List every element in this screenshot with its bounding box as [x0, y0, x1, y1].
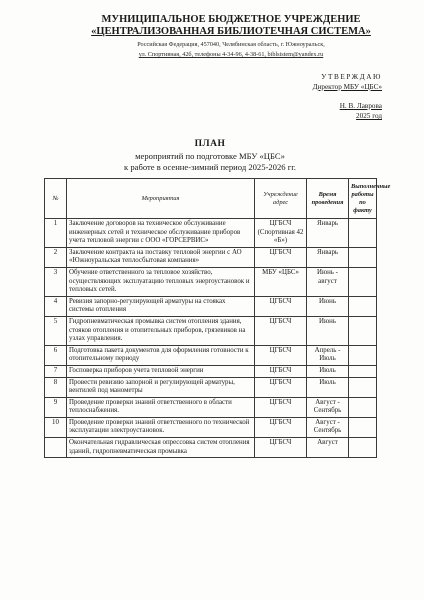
row-institution: ЦГБСЧ — [255, 397, 307, 417]
row-period: Июнь - август — [307, 267, 349, 296]
column-header-period: Время проведения — [307, 179, 349, 219]
row-institution: ЦГБСЧ — [255, 296, 307, 316]
row-period: Июнь — [307, 316, 349, 345]
row-activity: Подготовка пакета документов для оформления готовности к отопительному периоду — [67, 345, 255, 365]
table-row — [45, 438, 377, 458]
row-activity: Ревизия запорно-регулирующей арматуры на стояках системы отопления — [67, 296, 255, 316]
table-row — [45, 365, 377, 377]
signature-line — [262, 92, 382, 101]
plan-subtitle-line-1: мероприятий по подготовке МБУ «ЦБС» — [135, 151, 285, 161]
row-period: Январь — [307, 247, 349, 267]
approval-signatory: Н. В. Лаврова — [339, 102, 382, 110]
table-row — [45, 397, 377, 417]
row-period: Январь — [307, 219, 349, 248]
row-institution: МБУ «ЦБС» — [255, 267, 307, 296]
table-row — [45, 345, 377, 365]
row-activity: Провести ревизию запорной и регулирующей арматуры, вентилей под манометры — [67, 377, 255, 397]
row-activity: Проведение проверки знаний ответственного по технической эксплуатации электроустановок. — [67, 417, 255, 437]
row-number: 2 — [45, 247, 67, 267]
plan-subtitle-line-2: к работе в осенне-зимний период 2025-2026 гг. — [124, 162, 296, 172]
row-number: 10 — [45, 417, 67, 437]
row-number: 1 — [45, 219, 67, 248]
address-line-1: Российская Федерация, 457040, Челябинская область, г. Южноуральск, — [137, 41, 325, 48]
row-done — [349, 247, 377, 267]
row-activity: Заключение договоров на техническое обслуживание инженерных сетей и техническое обслуживание приборов учета тепловой энергии с ООО «ГОРСЕРВИС» — [67, 219, 255, 248]
row-number: 8 — [45, 377, 67, 397]
table-row — [45, 417, 377, 437]
row-period: Август - Сентябрь — [307, 417, 349, 437]
column-header-done: Выполненные работы по факту — [349, 179, 377, 219]
column-header-num: № — [45, 179, 67, 219]
row-done — [349, 316, 377, 345]
row-period: Август — [307, 438, 349, 458]
approval-block — [262, 72, 382, 121]
row-institution: ЦГБСЧ — [255, 345, 307, 365]
approval-heading: УТВЕРЖДАЮ — [321, 73, 382, 81]
row-period: Июль — [307, 377, 349, 397]
row-done — [349, 365, 377, 377]
row-number: 7 — [45, 365, 67, 377]
row-number: 6 — [45, 345, 67, 365]
row-institution: ЦГБСЧ — [255, 247, 307, 267]
organization-title-line-2: «ЦЕНТРАЛИЗОВАННАЯ БИБЛИОТЕЧНАЯ СИСТЕМА» — [91, 26, 371, 37]
table-header-row — [45, 179, 377, 219]
row-period: Июнь — [307, 296, 349, 316]
row-activity: Обучение ответственного за тепловое хозяйство, осуществляющих эксплуатацию тепловых энергоустановок и тепловых сетей. — [67, 267, 255, 296]
table-row — [45, 219, 377, 248]
approval-position: Директор МБУ «ЦБС» — [312, 83, 382, 91]
table-row — [45, 377, 377, 397]
row-institution: ЦГБСЧ (Спортивная 42 «Б») — [255, 219, 307, 248]
table-row — [45, 296, 377, 316]
approval-year: 2025 год — [356, 112, 382, 120]
row-activity: Гидропневматическая промывка систем отопления здания, стояков отопления и отопительных приборов, грязевиков на узлах управления. — [67, 316, 255, 345]
row-institution: ЦГБСЧ — [255, 316, 307, 345]
row-done — [349, 438, 377, 458]
row-activity: Заключение контракта на поставку тепловой энергии с АО «Южноуральская теплосбытовая компания» — [67, 247, 255, 267]
row-number: 3 — [45, 267, 67, 296]
row-institution: ЦГБСЧ — [255, 377, 307, 397]
row-number: 4 — [45, 296, 67, 316]
column-header-activity: Мероприятия — [67, 179, 255, 219]
row-number: 9 — [45, 397, 67, 417]
row-institution: ЦГБСЧ — [255, 438, 307, 458]
row-period: Август - Сентябрь — [307, 397, 349, 417]
row-activity: Проведение проверки знаний ответственного в области теплоснабжения. — [67, 397, 255, 417]
plan-table — [44, 178, 391, 458]
row-period: Июль — [307, 365, 349, 377]
column-header-institution: Учреждение адрес — [255, 179, 307, 219]
organization-title-line-1: МУНИЦИПАЛЬНОЕ БЮДЖЕТНОЕ УЧРЕЖДЕНИЕ — [101, 14, 361, 25]
row-activity: Окончательная гидравлическая опрессовка систем отопления зданий, гидропневматическая промывка — [67, 438, 255, 458]
row-done — [349, 345, 377, 365]
row-institution: ЦГБСЧ — [255, 417, 307, 437]
row-done — [349, 267, 377, 296]
row-done — [349, 417, 377, 437]
row-number: 5 — [45, 316, 67, 345]
row-done — [349, 377, 377, 397]
row-done — [349, 219, 377, 248]
row-period: Апрель - Июль — [307, 345, 349, 365]
address-line-2: ул. Спортивная, 42б, телефоны 4-34-96, 4-38-61, biblsistem@yandex.ru — [138, 51, 324, 58]
organization-address — [86, 40, 376, 60]
organization-title — [86, 14, 376, 38]
row-activity: Госповерка приборов учета тепловой энергии — [67, 365, 255, 377]
row-institution: ЦГБСЧ — [255, 365, 307, 377]
row-done — [349, 296, 377, 316]
row-number — [45, 438, 67, 458]
table-row — [45, 267, 377, 296]
plan-title: ПЛАН — [194, 139, 226, 149]
row-done — [349, 397, 377, 417]
plan-heading — [60, 138, 360, 173]
table-row — [45, 247, 377, 267]
table-row — [45, 316, 377, 345]
